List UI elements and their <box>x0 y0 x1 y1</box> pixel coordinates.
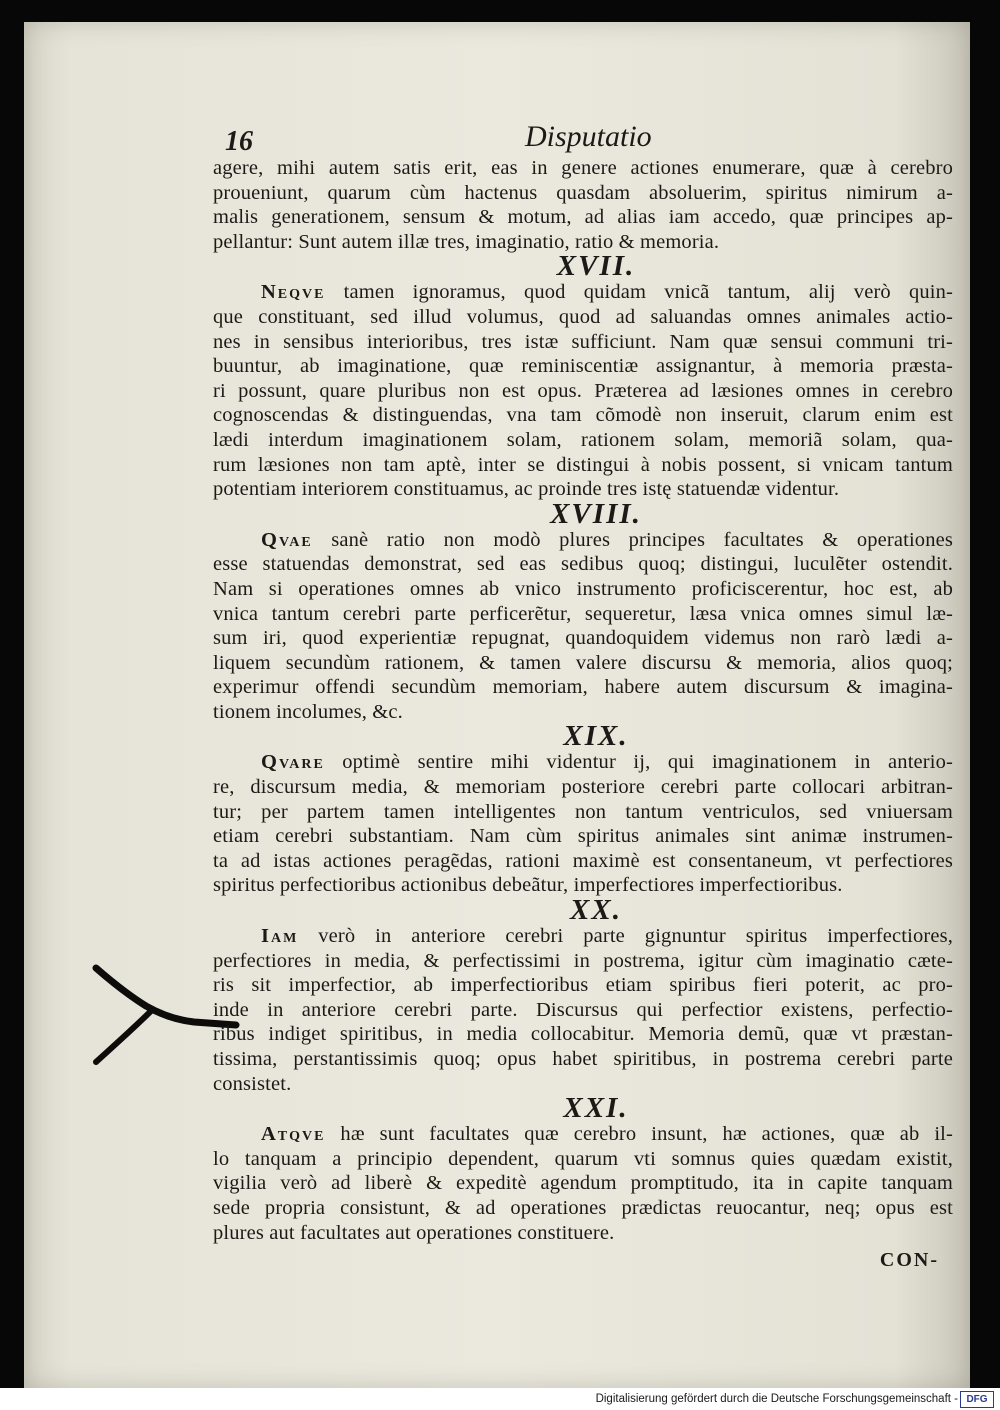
paragraph-lead-word: Iam <box>261 925 299 948</box>
text-line: proueniunt, quarum cùm hactenus quasdam absoluerim, spiritus nimirum a- <box>213 181 953 204</box>
line-text: verò in anteriore cerebri parte gignuntur spiritus imperfectiores, <box>298 925 953 948</box>
body-text <box>213 156 953 1245</box>
line-text: sanè ratio non modò plures principes facultates & operationes <box>312 528 953 551</box>
line-text: tamen ignoramus, quod quidam vnicã tantum, alij verò quin- <box>325 281 953 304</box>
paragraph-lead-word: Atqve <box>261 1123 326 1146</box>
text-line: lo tanquam a principio dependent, quarum vti somnus quies quædam existit, <box>213 1147 953 1170</box>
text-line: tur; per partem tamen intelligentes non tantum ventriculos, sed vniuersam <box>213 800 953 823</box>
text-line: pellantur: Sunt autem illæ tres, imaginatio, ratio & memoria. <box>213 230 720 253</box>
text-line <box>213 280 953 305</box>
text-line: inde in anteriore cerebri parte. Discursus qui perfectior existens, perfectio- <box>213 998 953 1021</box>
section-heading: XVII. <box>556 250 636 283</box>
text-line: rum læsiones non tam aptè, inter se distingui à nobis possent, si vnicam tantum <box>213 453 953 476</box>
text-line: lædi interdum imaginationem solam, rationem solam, memoriã solam, qua- <box>213 428 953 451</box>
dfg-logo: DFG <box>960 1391 994 1408</box>
text-line: liquem secundùm rationem, & tamen valere discursu & memoria, alios quoq; <box>213 651 953 674</box>
text-line: nes in sensibus interioribus, tres istæ sufficiunt. Nam quæ sensui communi tri- <box>213 330 953 353</box>
text-line <box>213 924 953 949</box>
paragraph <box>213 896 953 1096</box>
funding-credit: Digitalisierung gefördert durch die Deutsche Forschungsgemeinschaft - <box>595 1393 958 1405</box>
text-line <box>213 1122 953 1147</box>
text-line: buuntur, ab imaginatione, quæ reminiscentiæ assignantur, à memoria præsta- <box>213 355 953 378</box>
paragraph <box>213 1094 953 1245</box>
line-text: optimè sentire mihi videntur ij, qui imaginationem in anterio- <box>324 751 953 774</box>
text-line: esse statuendas demonstrat, sed eas sedibus quoq; distingui, luculẽter ostendit. <box>213 553 953 576</box>
digitization-footer <box>0 1388 1000 1410</box>
paragraph <box>213 252 953 501</box>
text-line: potentiam interiorem constituamus, ac proinde tres istę statuendæ videntur. <box>213 478 840 501</box>
paragraph-lead-word: Neqve <box>261 281 326 304</box>
section-heading: XVIII. <box>550 497 642 530</box>
paragraph-lead-word: Qvare <box>261 751 325 774</box>
text-line: malis generationem, sensum & motum, ad alias iam accedo, quæ principes ap- <box>213 206 953 229</box>
running-title: Disputatio <box>525 120 652 153</box>
running-head <box>213 104 953 156</box>
text-line: experimur offendi secundùm memoriam, habere autem discursum & imagina- <box>213 676 953 699</box>
text-line: spiritus perfectioribus actionibus debeãtur, imperfectiores imperfectioribus. <box>213 874 843 897</box>
text-line: vigilia verò ad liberè & expeditè agendum promptitudo, ita in capite tanquam <box>213 1172 953 1195</box>
paragraph <box>213 497 953 725</box>
text-line: etiam cerebri substantiam. Nam cùm spiritus animales sint animæ instrumen- <box>213 825 953 848</box>
text-line: sum iri, quod experientiæ repugnat, quandoquidem videmus non rarò lædi a- <box>213 627 953 650</box>
text-line: plures aut facultates aut operationes constituere. <box>213 1221 615 1244</box>
text-line: consistet. <box>213 1072 292 1095</box>
text-line: ris sit imperfectior, ab imperfectioribus etiam spiribus fieri poterit, ac pro- <box>213 974 953 997</box>
section-heading: XX. <box>570 894 622 927</box>
text-line: cognoscendas & distinguendas, vna tam cõmodè non inseruit, clarum enim est <box>213 404 953 427</box>
text-line: que constituant, sed illud volumus, quod ad saluandas omnes animales actio- <box>213 305 953 328</box>
text-line: tionem incolumes, &c. <box>213 700 403 723</box>
page-number: 16 <box>225 126 253 157</box>
line-text: hæ sunt facultates quæ cerebro insunt, hæ actiones, quæ ab il- <box>325 1123 953 1146</box>
text-line: re, discursum media, & memoriam posteriore cerebri parte collocari arbitran- <box>213 776 953 799</box>
text-line <box>213 528 953 553</box>
text-line <box>213 750 953 775</box>
text-line: Nam si operationes omnes ab vnico instrumento proficiscerentur, hoc est, ab <box>213 577 953 600</box>
text-line: sede propria consistunt, & ad operationes prædictas reuocantur, neq; opus est <box>213 1196 953 1219</box>
page-text-block <box>213 104 953 1275</box>
section-heading: XXI. <box>563 1092 629 1125</box>
text-line: ri possunt, quare pluribus non est opus. Præterea ad læsiones omnes in cerebro <box>213 379 953 402</box>
paragraph <box>213 722 953 898</box>
catchword: CON- <box>879 1249 939 1272</box>
text-line: ta ad istas actiones peragẽdas, rationi maximè est consentaneum, vt perfectiores <box>213 849 953 872</box>
paragraph <box>213 156 953 254</box>
paragraph-lead-word: Qvae <box>261 528 313 551</box>
text-line: perfectiores in media, & perfectissimi in postrema, igitur cùm imaginatio cæte- <box>213 949 953 972</box>
text-line: ribus indiget spiritibus, in media collocabitur. Memoria demũ, quæ vt præstan- <box>213 1023 953 1046</box>
text-line: tissima, perstantissimis quoq; opus habet spiritibus, in postrema cerebri parte <box>213 1048 953 1070</box>
text-line: agere, mihi autem satis erit, eas in genere actiones enumerare, quæ à cerebro <box>213 157 953 179</box>
text-line: vnica tantum cerebri parte perficerẽtur, sequeretur, læsa vnica omnes simul læ- <box>213 602 953 625</box>
section-heading: XIX. <box>563 720 629 753</box>
